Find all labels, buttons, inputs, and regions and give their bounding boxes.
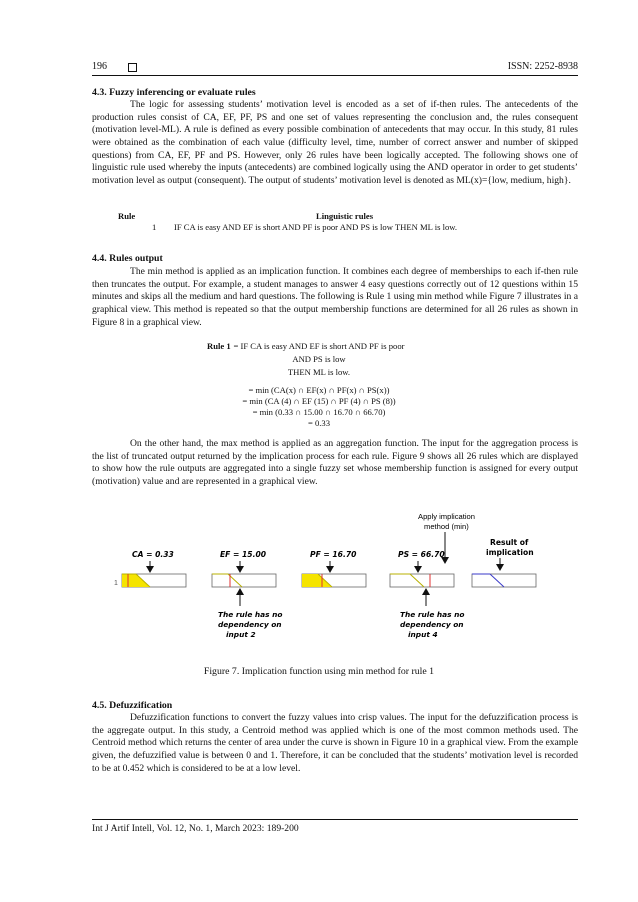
result-label-1: Result of bbox=[490, 538, 529, 547]
pf-arrow-head-icon bbox=[326, 566, 334, 573]
ef-membership-cell bbox=[212, 574, 276, 587]
note-a-line-3: input 2 bbox=[226, 630, 256, 639]
rule-column-header: Rule bbox=[118, 211, 136, 221]
ps-arrow-head-icon bbox=[414, 566, 422, 573]
section-4-5-title: 4.5. Defuzzification bbox=[92, 700, 173, 711]
implication-result-cell bbox=[472, 574, 536, 587]
rule-1-line-1: = IF CA is easy AND EF is short AND PF is poor bbox=[233, 341, 405, 351]
pf-membership-cell bbox=[302, 574, 366, 587]
section-4-3-body bbox=[92, 99, 578, 188]
apply-implication-label: Apply implication bbox=[418, 512, 475, 521]
checkbox-square-icon bbox=[128, 63, 137, 72]
note-b-arrow-head-icon bbox=[422, 588, 430, 595]
note-a-arrow-head-icon bbox=[236, 588, 244, 595]
header-rule bbox=[92, 75, 578, 76]
journal-citation: Int J Artif Intell, Vol. 12, No. 1, March 2023: 189-200 bbox=[92, 823, 299, 834]
page-footer bbox=[92, 819, 578, 836]
section-4-4-title: 4.4. Rules output bbox=[92, 253, 163, 264]
rule-number: 1 bbox=[152, 222, 157, 232]
ca-arrow-head-icon bbox=[146, 566, 154, 573]
result-arrow-head-icon bbox=[496, 564, 504, 571]
page-number: 196 bbox=[92, 61, 107, 72]
section-4-4-paragraph-2: On the other hand, the max method is applied as an aggregation function. The input for the aggregation process is the list of truncated output returned by the implication process for each rule. Figure 9 shows all 26 rules which are displayed to show how the rule outputs are aggregated into a single fuzzy set whose membership function is assigned for every output (motivation) value and are represented in a graphical view. bbox=[92, 438, 578, 487]
apply-method-label: method (min) bbox=[424, 522, 469, 531]
issn: ISSN: 2252-8938 bbox=[507, 61, 578, 72]
ef-value-label: EF = 15.00 bbox=[220, 550, 267, 559]
note-a-line-2: dependency on bbox=[218, 620, 282, 629]
section-4-3-paragraph: The logic for assessing students’ motivation level is encoded as a set of if-then rules. The antecedents of the production rules consist of CA, EF, PF, PS and one set of values representing the conclusion and, the rules consequent (motivation level-ML). A rule is defined as every possible combination of antecedents that may occur. In this study, 81 rules were obtained as the combination of each value (difficulty level, time, number of correct answer and number of skipped questions) from CA, EF, PF and PS. However, only 26 rules have been logically accepted. The following shows one of linguistic rule used whereby the inputs (antecedents) are combined logically using the AND operator in order to get students’ motivation level as output (consequent). The output of students’ motivation level is denoted as ML(x)={low, medium, high}. bbox=[92, 99, 578, 186]
row-label: 1 bbox=[114, 580, 118, 587]
rule-1-label: Rule 1 bbox=[207, 341, 231, 351]
footer-rule bbox=[92, 819, 578, 820]
section-4-4-body bbox=[92, 266, 578, 329]
figure-7-implication-diagram bbox=[110, 510, 570, 660]
ef-arrow-head-icon bbox=[236, 566, 244, 573]
ps-membership-cell bbox=[390, 574, 454, 587]
note-b-line-2: dependency on bbox=[400, 620, 464, 629]
section-4-5-body bbox=[92, 712, 578, 775]
rule-1-line-3: THEN ML is low. bbox=[287, 367, 351, 377]
rule-text: IF CA is easy AND EF is short AND PF is poor AND PS is low THEN ML is low. bbox=[174, 222, 458, 232]
section-4-3-title: 4.3. Fuzzy inferencing or evaluate rules bbox=[92, 87, 256, 98]
ca-membership-cell bbox=[122, 574, 186, 587]
section-4-4-paragraph-1: The min method is applied as an implication function. It combines each degree of memberships to each if-then rule then truncates the output. For example, a student manages to answer 4 easy questions correctly out of 12 questions within 15 minutes and skips all the medium and hard questions. The following is Rule 1 using min method while Figure 7 illustrates in a graphical view. This method is repeated so that the output membership functions are determined for all 26 rules as shown in Figure 8 in a graphical view. bbox=[92, 266, 578, 328]
note-a-line-1: The rule has no bbox=[218, 610, 283, 619]
result-label-2: implication bbox=[486, 548, 534, 557]
linguistic-column-header: Linguistic rules bbox=[316, 211, 374, 221]
calc-line-1: = min (CA(x) ∩ EF(x) ∩ PF(x) ∩ PS(x)) bbox=[248, 385, 390, 395]
ca-value-label: CA = 0.33 bbox=[132, 550, 174, 559]
calc-line-2: = min (CA (4) ∩ EF (15) ∩ PF (4) ∩ PS (8)) bbox=[242, 396, 396, 406]
rule-1-line-2: AND PS is low bbox=[292, 354, 346, 364]
section-4-4-body-2 bbox=[92, 438, 578, 489]
ps-value-label: PS = 66.70 bbox=[398, 550, 445, 559]
calc-line-3: = min (0.33 ∩ 15.00 ∩ 16.70 ∩ 66.70) bbox=[252, 407, 386, 417]
calc-line-4: = 0.33 bbox=[307, 418, 331, 428]
note-b-line-1: The rule has no bbox=[400, 610, 465, 619]
page-header bbox=[92, 60, 578, 76]
figure-7-caption: Figure 7. Implication function using min method for rule 1 bbox=[203, 666, 435, 677]
note-b-line-3: input 4 bbox=[408, 630, 438, 639]
pf-value-label: PF = 16.70 bbox=[310, 550, 357, 559]
section-4-5-paragraph: Defuzzification functions to convert the fuzzy values into crisp values. The input for the defuzzification process is the aggregate output. In this study, a Centroid method was applied which is one of the most common methods used. The Centroid method which returns the center of area under the curve is shown in Figure 10 in a graphical view. From the example given, the defuzzified value is between 0 and 1. Therefore, it can be concluded that the students’ motivation level is recorded to be at 0.452 which is considered to be at a low level. bbox=[92, 712, 578, 774]
